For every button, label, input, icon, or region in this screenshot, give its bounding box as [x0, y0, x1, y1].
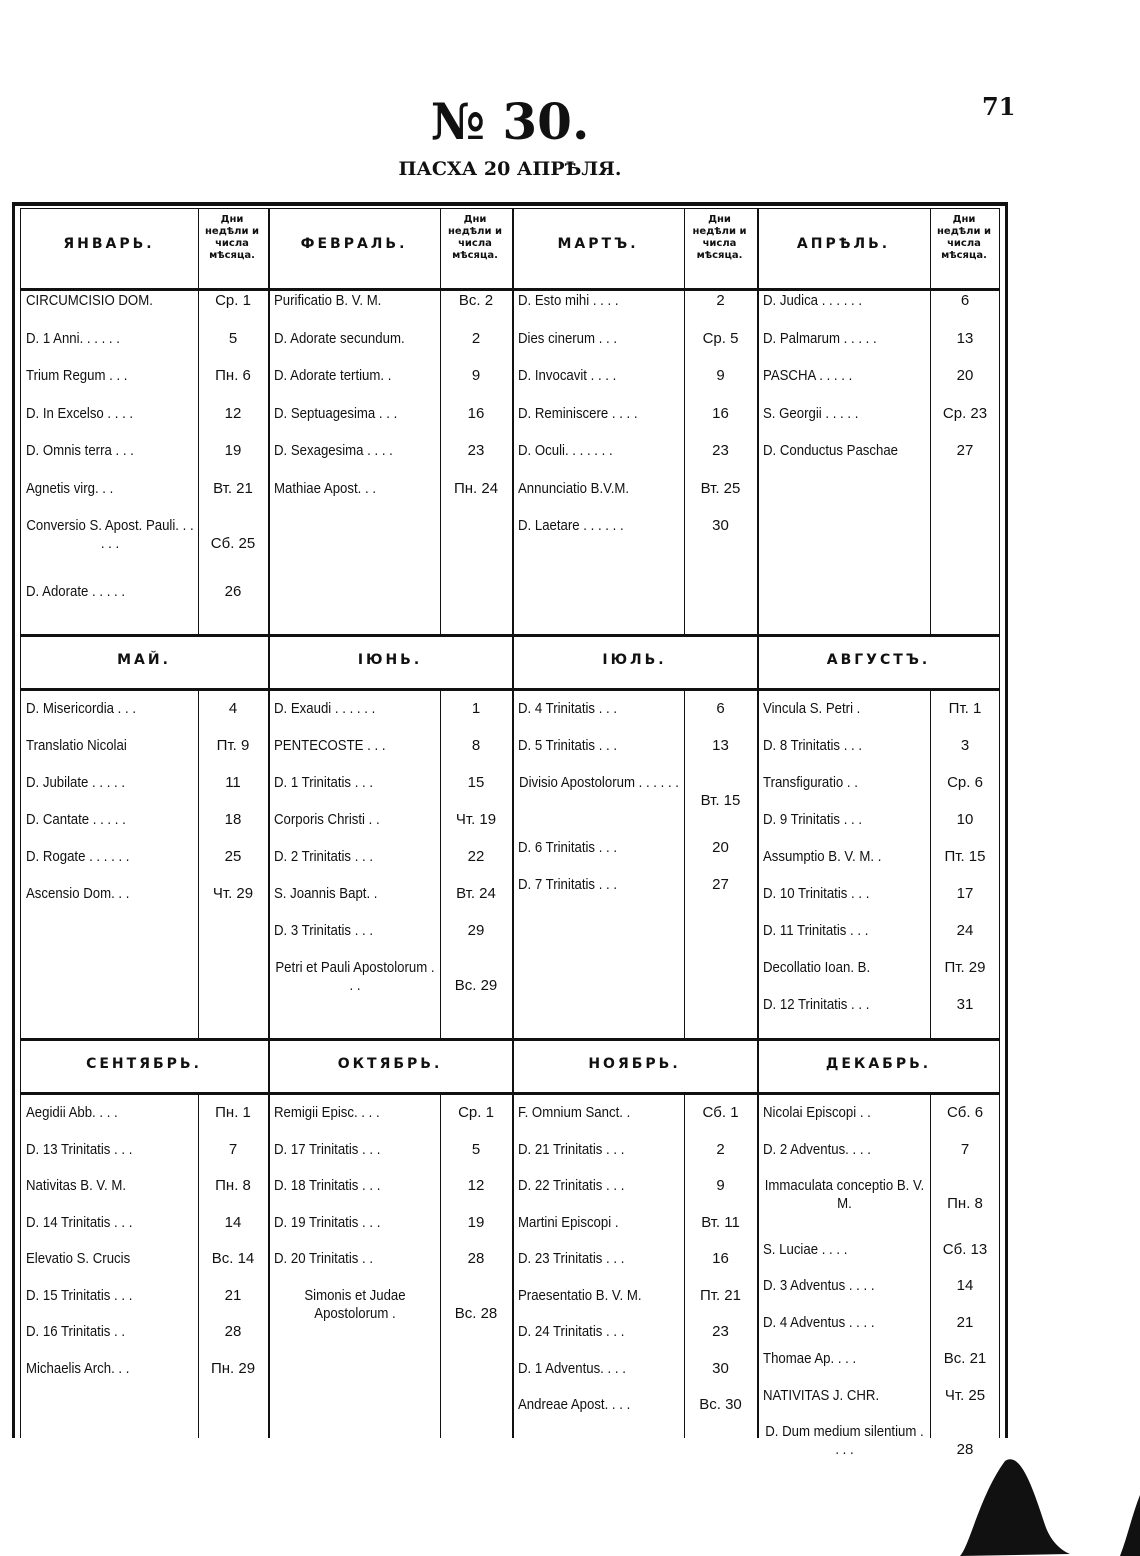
entry-day: Сб. 1: [702, 1104, 739, 1121]
month-divider: [268, 1040, 270, 1438]
entry-label: PENTECOSTE . . .: [274, 737, 386, 754]
entry-label: D. Adorate secundum.: [274, 329, 405, 347]
entry-label: D. 1 Trinitatis . . .: [274, 774, 374, 791]
month-name: МАЙ.: [117, 652, 171, 668]
entry-label: Michaelis Arch. . .: [26, 1359, 130, 1377]
entry-label: D. 3 Adventus . . . .: [763, 1277, 875, 1295]
entry-day: Вс. 28: [454, 1304, 498, 1322]
entry-label: F. Omnium Sanct. .: [518, 1104, 631, 1121]
entry-day: 30: [712, 517, 729, 534]
entry-day: 23: [712, 1323, 729, 1340]
entry-label: D. 15 Trinitatis . . .: [26, 1286, 133, 1304]
month-divider: [757, 208, 759, 636]
entry-day: 9: [716, 367, 725, 384]
entry-day: 1: [471, 700, 481, 717]
entry-day: 6: [960, 292, 970, 309]
entry-label: D. 5 Trinitatis . . .: [518, 737, 618, 754]
entry-label: D. 11 Trinitatis . . .: [763, 922, 869, 939]
entry-label: Agnetis virg. . .: [26, 479, 114, 497]
entry-label: Thomae Ap. . . .: [763, 1350, 857, 1368]
entry-label: D. 2 Adventus. . . .: [763, 1140, 871, 1158]
entry-label: D. Cantate . . . . .: [26, 811, 126, 828]
entry-label: D. Reminiscere . . . .: [518, 404, 638, 422]
entry-day: Вс. 21: [943, 1350, 987, 1368]
entry-label: D. Jubilate . . . . .: [26, 774, 126, 791]
month-name: НОЯБРЬ.: [588, 1056, 681, 1072]
entry-label: Andreae Apost. . . .: [518, 1396, 631, 1413]
page-subtitle: ПАСХА 20 АПРѢЛЯ.: [398, 158, 622, 180]
entry-day: 7: [228, 1140, 238, 1158]
entry-day: Вс. 14: [211, 1250, 255, 1267]
entry-day: 19: [224, 442, 242, 459]
entry-label: Nativitas B. V. M.: [26, 1177, 127, 1194]
entry-day: Сб. 25: [210, 535, 256, 552]
entry-label: D. 2 Trinitatis . . .: [274, 848, 374, 865]
month-name: IЮНЬ.: [357, 652, 423, 668]
entry-day: 13: [712, 737, 729, 754]
entry-day: 16: [467, 404, 485, 422]
entry-label: Dies cinerum . . .: [518, 329, 618, 347]
entry-label: Simonis et Judae Apostolorum .: [304, 1286, 406, 1322]
entry-day: 6: [716, 700, 725, 717]
entry-label: D. Invocavit . . . .: [518, 367, 617, 384]
entry-day: 7: [960, 1140, 970, 1158]
entry-label: D. 6 Trinitatis . . .: [518, 838, 618, 856]
entry-label: D. 8 Trinitatis . . .: [763, 737, 863, 754]
entry-label: Purificatio B. V. M.: [274, 292, 382, 309]
entry-label: D. Omnis terra . . .: [26, 442, 134, 459]
entry-day: Ср. 5: [702, 329, 739, 347]
entry-label: D. 3 Trinitatis . . .: [274, 922, 374, 939]
entry-day: 14: [224, 1213, 242, 1231]
entry-day: 2: [716, 292, 725, 309]
entry-day: 18: [224, 811, 242, 828]
entry-label: D. 1 Adventus. . . .: [518, 1359, 626, 1377]
entry-day: 19: [467, 1213, 485, 1231]
entry-day: 10: [956, 811, 974, 828]
entry-day: 27: [956, 442, 974, 459]
month-divider: [757, 636, 759, 1040]
entry-label: D. Rogate . . . . . .: [26, 848, 130, 865]
entry-label: D. Palmarum . . . . .: [763, 329, 877, 347]
entry-label: Annunciatio B.V.M.: [518, 479, 630, 497]
entry-day: Вт. 25: [700, 479, 741, 497]
entry-label: Trium Regum . . .: [26, 367, 128, 384]
ink-blot-decoration: [960, 1455, 1140, 1556]
entry-day: Пт. 21: [699, 1286, 741, 1304]
entry-day: 28: [956, 1441, 974, 1459]
entry-label: D. In Excelso . . . .: [26, 404, 134, 422]
entry-day: 13: [956, 329, 974, 347]
entry-day: Сб. 13: [942, 1240, 988, 1258]
entry-day: Пн. 6: [215, 367, 251, 384]
entry-label: Elevatio S. Crucis: [26, 1250, 131, 1267]
entry-label: D. Judica . . . . . .: [763, 292, 863, 309]
entry-day: Ср. 1: [458, 1104, 494, 1121]
entry-day: 21: [956, 1313, 974, 1331]
entry-label: Remigii Episc. . . .: [274, 1104, 380, 1121]
entry-label: Translatio Nicolai: [26, 737, 127, 754]
entry-day: 12: [467, 1177, 485, 1194]
entry-label: D. Septuagesima . . .: [274, 404, 398, 422]
entry-label: Nicolai Episcopi . .: [763, 1104, 871, 1121]
entry-label: D. 19 Trinitatis . . .: [274, 1213, 381, 1231]
entry-label: D. 22 Trinitatis . . .: [518, 1177, 625, 1194]
month-divider: [512, 1040, 514, 1438]
entry-day: 2: [471, 329, 481, 347]
entry-day: Чт. 25: [944, 1386, 986, 1404]
entry-day: Вт. 24: [456, 885, 496, 902]
page-number: 71: [982, 92, 1016, 121]
day-column-header: Дни недѣли и числа мѣсяца.: [205, 214, 259, 261]
entry-day: 26: [224, 582, 242, 600]
entry-label: D. 7 Trinitatis . . .: [518, 875, 618, 893]
entry-label: D. 16 Trinitatis . .: [26, 1323, 126, 1340]
entry-day: Пн. 8: [947, 1195, 983, 1212]
month-divider: [268, 208, 270, 636]
entry-label: D. Misericordia . . .: [26, 700, 137, 717]
entry-day: 23: [712, 442, 729, 459]
entry-label: D. 4 Trinitatis . . .: [518, 700, 618, 717]
entry-label: D. Sexagesima . . . .: [274, 442, 393, 459]
entry-day: Вт. 15: [700, 792, 741, 809]
entry-day: 14: [956, 1277, 974, 1295]
entry-day: 20: [956, 367, 974, 384]
entry-day: 15: [467, 774, 485, 791]
entry-day: 16: [712, 404, 729, 422]
entry-label: D. 17 Trinitatis . . .: [274, 1140, 381, 1158]
entry-label: D. Adorate tertium. .: [274, 367, 392, 384]
month-name: ДЕКАБРЬ.: [825, 1056, 932, 1072]
entry-day: Вс. 30: [699, 1396, 742, 1413]
quarter-top-rule: [20, 1038, 1000, 1041]
entry-day: 30: [712, 1359, 729, 1377]
month-divider: [512, 636, 514, 1040]
entry-day: 28: [467, 1250, 485, 1267]
entry-label: NATIVITAS J. CHR.: [763, 1386, 880, 1404]
entry-day: 2: [716, 1140, 725, 1158]
month-name: ЯНВАРЬ.: [63, 236, 155, 252]
entry-day: Пт. 15: [944, 848, 986, 865]
entry-day: 16: [712, 1250, 729, 1267]
entry-label: Assumptio B. V. M. .: [763, 848, 882, 865]
month-name: АПРѢЛЬ.: [796, 236, 891, 252]
day-column-header: Дни недѣли и числа мѣсяца.: [448, 214, 502, 261]
entry-day: 21: [224, 1286, 242, 1304]
entry-day: 11: [225, 774, 241, 791]
entry-label: D. 9 Trinitatis . . .: [763, 811, 863, 828]
entry-label: D. 18 Trinitatis . . .: [274, 1177, 381, 1194]
entry-label: D. Laetare . . . . . .: [518, 517, 624, 534]
entry-day: Пт. 1: [948, 700, 982, 717]
entry-day: Сб. 6: [946, 1104, 984, 1121]
entry-day: Вс. 2: [458, 292, 494, 309]
entry-label: D. 4 Adventus . . . .: [763, 1313, 875, 1331]
day-column-header: Дни недѣли и числа мѣсяца.: [937, 214, 991, 261]
entry-day: Пн. 8: [215, 1177, 251, 1194]
entry-day: Чт. 19: [455, 811, 497, 828]
entry-label: Aegidii Abb. . . .: [26, 1104, 118, 1121]
entry-label: D. Dum medium silentium . . . .: [765, 1423, 924, 1459]
entry-label: Immaculata conceptio B. V. M.: [764, 1177, 925, 1212]
entry-label: Petri et Pauli Apostolorum . . .: [275, 959, 435, 994]
entry-day: Пт. 29: [944, 959, 986, 976]
entry-label: D. Exaudi . . . . . .: [274, 700, 376, 717]
entry-day: 4: [228, 700, 238, 717]
entry-label: D. Oculi. . . . . . .: [518, 442, 613, 459]
entry-label: D. 14 Trinitatis . . .: [26, 1213, 133, 1231]
entry-day: 23: [467, 442, 485, 459]
entry-label: Praesentatio B. V. M.: [518, 1286, 642, 1304]
month-name: АВГУСТЪ.: [826, 652, 931, 668]
entry-label: S. Joannis Bapt. .: [274, 885, 378, 902]
entry-day: 27: [712, 875, 729, 893]
entry-label: Conversio S. Apost. Pauli. . . . . .: [26, 517, 194, 552]
entry-label: D. 13 Trinitatis . . .: [26, 1140, 133, 1158]
entry-day: 9: [716, 1177, 725, 1194]
entry-label: Mathiae Apost. . .: [274, 479, 376, 497]
entry-day: Чт. 29: [212, 885, 254, 902]
month-name: МАРТЪ.: [557, 236, 639, 252]
entry-day: 29: [467, 922, 485, 939]
entry-label: S. Georgii . . . . .: [763, 404, 859, 422]
entry-day: Ср. 23: [942, 404, 988, 422]
entry-label: D. 1 Anni. . . . . .: [26, 329, 120, 347]
entry-day: Вт. 11: [701, 1213, 740, 1231]
month-divider: [757, 1040, 759, 1438]
entry-label: D. 20 Trinitatis . .: [274, 1250, 374, 1267]
entry-day: Ср. 1: [215, 292, 251, 309]
entry-label: D. 24 Trinitatis . . .: [518, 1323, 625, 1340]
month-divider: [512, 208, 514, 636]
entry-label: D. Adorate . . . . .: [26, 582, 126, 600]
day-column-header: Дни недѣли и числа мѣсяца.: [692, 214, 747, 261]
entry-label: Decollatio Ioan. B.: [763, 959, 871, 976]
entry-label: Vincula S. Petri .: [763, 700, 861, 717]
entry-day: 8: [471, 737, 481, 754]
quarter-header-rule: [20, 688, 1000, 691]
entry-label: D. 10 Trinitatis . . .: [763, 885, 870, 902]
entry-day: 12: [224, 404, 242, 422]
entry-label: Martini Episcopi .: [518, 1213, 619, 1231]
entry-label: Ascensio Dom. . .: [26, 885, 130, 902]
month-divider: [268, 636, 270, 1040]
entry-label: D. 21 Trinitatis . . .: [518, 1140, 625, 1158]
entry-day: 28: [224, 1323, 242, 1340]
entry-label: Corporis Christi . .: [274, 811, 380, 828]
entry-day: 17: [956, 885, 974, 902]
quarter-header-rule: [20, 1092, 1000, 1095]
entry-day: Пн. 24: [453, 479, 499, 497]
quarter-top-rule: [20, 634, 1000, 637]
entry-day: 22: [467, 848, 485, 865]
entry-day: 3: [960, 737, 970, 754]
page-title: № 30.: [430, 92, 590, 151]
entry-day: 5: [228, 329, 238, 347]
entry-day: Ср. 6: [947, 774, 983, 791]
month-name: ОКТЯБРЬ.: [337, 1056, 443, 1072]
entry-day: Пт. 9: [216, 737, 250, 754]
entry-day: Вс. 29: [454, 977, 498, 994]
entry-label: D. Esto mihi . . . .: [518, 292, 619, 309]
entry-day: 20: [712, 838, 729, 856]
entry-day: Пн. 29: [210, 1359, 256, 1377]
month-name: ФЕВРАЛЬ.: [300, 236, 408, 252]
entry-label: Transfiguratio . .: [763, 774, 858, 791]
entry-label: Divisio Apostolorum . . . . . .: [519, 774, 679, 791]
entry-day: 31: [956, 996, 974, 1013]
quarter-header-rule: [20, 288, 1000, 291]
entry-label: D. 12 Trinitatis . . .: [763, 996, 870, 1013]
entry-label: D. Conductus Paschae: [763, 442, 899, 459]
entry-label: D. 23 Trinitatis . . .: [518, 1250, 625, 1267]
month-name: IЮЛЬ.: [602, 652, 667, 668]
entry-day: Вт. 21: [213, 479, 253, 497]
entry-day: 24: [956, 922, 974, 939]
entry-day: Пн. 1: [215, 1104, 251, 1121]
entry-label: CIRCUMCISIO DOM.: [26, 292, 153, 309]
entry-label: S. Luciae . . . .: [763, 1240, 848, 1258]
entry-label: PASCHA . . . . .: [763, 367, 853, 384]
entry-day: 25: [224, 848, 242, 865]
entry-day: 5: [471, 1140, 481, 1158]
month-name: СЕНТЯБРЬ.: [86, 1056, 202, 1072]
entry-day: 9: [471, 367, 481, 384]
